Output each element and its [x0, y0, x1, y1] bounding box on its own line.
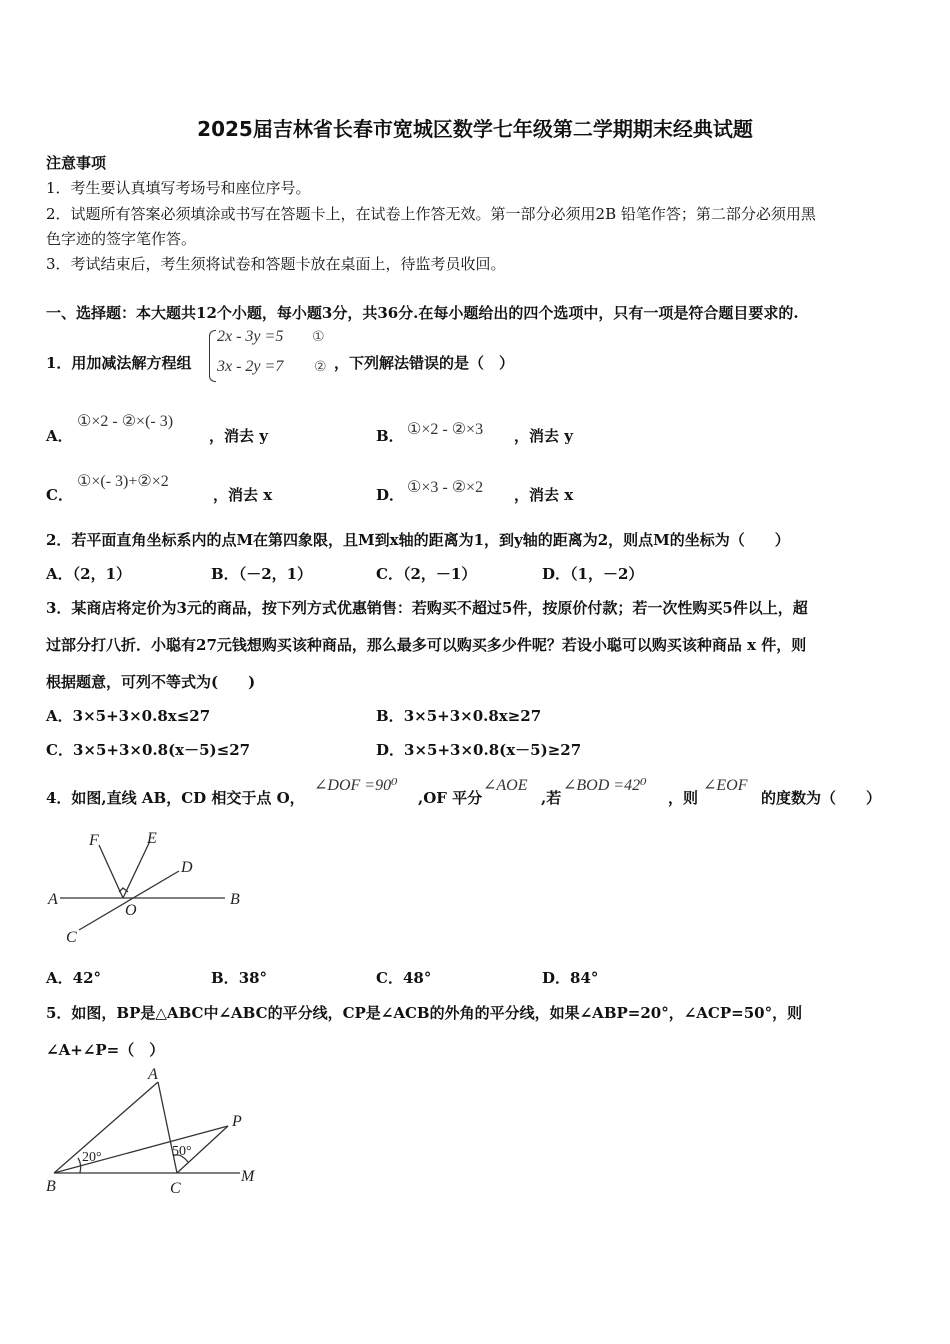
- q1-option-b-letter[interactable]: B．: [376, 427, 404, 445]
- q4-option-a-text: 42°: [72, 969, 102, 987]
- notice-item-3: 3．考试结束后，考生须将试卷和答题卡放在桌面上，待监考员收回。: [46, 255, 506, 273]
- q1-equation-2: 3x - 2y =7: [217, 358, 284, 375]
- q3-option-c-letter: C．: [46, 741, 73, 759]
- q1-prefix: 1．用加减法解方程组: [46, 354, 192, 372]
- q2-option-d[interactable]: [542, 563, 643, 584]
- q1-option-d-tail: ，消去 x: [514, 486, 574, 504]
- equation-brace: [209, 330, 216, 382]
- q4-option-b-text: 38°: [238, 969, 268, 987]
- q4-line-cd: [79, 871, 179, 930]
- q1-option-c-letter[interactable]: C．: [46, 486, 73, 504]
- q3-option-d[interactable]: [376, 739, 581, 760]
- q1-option-a-expr: ①×2 - ②×(- 3): [77, 413, 174, 430]
- notice-item-1: 1．考生要认真填写考场号和座位序号。: [46, 179, 311, 197]
- q4-option-d-letter: D．: [542, 969, 571, 987]
- q4-ray-oe: [123, 841, 150, 898]
- q3-option-c[interactable]: [46, 739, 250, 760]
- q3-option-b-letter: B．: [376, 707, 404, 725]
- q4-option-d-text: 84°: [570, 969, 599, 987]
- q5-label-a: A: [148, 1066, 158, 1083]
- q1-option-d-expr: ①×3 - ②×2: [407, 479, 484, 496]
- q2-option-d-letter: D．: [542, 565, 571, 583]
- q3-option-b[interactable]: [376, 705, 541, 726]
- q5-side-ac: [158, 1082, 177, 1173]
- q3-line-2: 过部分打八折．小聪有27元钱想购买该种商品，那么最多可以购买多少件呢？若设小聪可以购买该种商品 x 件，则: [46, 636, 807, 654]
- q3-option-c-text: 3×5+3×0.8(x－5)≤27: [72, 741, 251, 759]
- q4-label-e: E: [147, 830, 157, 847]
- q4-option-b-letter: B．: [211, 969, 239, 987]
- q1-option-b-expr: ①×2 - ②×3: [407, 421, 484, 438]
- q3-option-b-text: 3×5+3×0.8x≥27: [403, 707, 542, 725]
- q4-ray-of: [99, 845, 123, 898]
- q4-figure: [40, 825, 255, 950]
- q2-option-c-letter: C．: [376, 565, 403, 583]
- q4-option-c[interactable]: [376, 967, 431, 988]
- q4-option-c-text: 48°: [402, 969, 432, 987]
- q3-option-d-text: 3×5+3×0.8(x－5)≥27: [404, 741, 582, 759]
- q1-option-a-letter[interactable]: A．: [46, 427, 73, 445]
- q1-option-c-expr: ①×(- 3)+②×2: [77, 473, 169, 490]
- q4-option-a-letter: A．: [46, 969, 73, 987]
- q4-math-bod: ∠BOD =42⁰: [563, 777, 647, 794]
- q5-label-angle-20: 20°: [82, 1150, 102, 1165]
- q2-option-c-text: （2，－1）: [402, 565, 477, 583]
- q4-label-a: A: [48, 891, 58, 908]
- q1-option-a-tail: ，消去 y: [209, 427, 268, 445]
- q4-label-d: D: [181, 859, 193, 876]
- q4-option-c-letter: C．: [376, 969, 403, 987]
- q4-math-eof: ∠EOF: [703, 777, 748, 794]
- q4-stem-part-4: ，则: [668, 789, 699, 807]
- q4-label-c: C: [66, 929, 77, 946]
- q4-label-f: F: [89, 832, 99, 849]
- notice-heading: 注意事项: [46, 154, 107, 172]
- q2-option-c[interactable]: [376, 563, 476, 584]
- q1-option-c-tail: ，消去 x: [213, 486, 273, 504]
- q5-label-angle-50: 50°: [172, 1144, 192, 1159]
- q5-line-1: 5．如图，BP是△ABC中∠ABC的平分线，CP是∠ACB的外角的平分线，如果∠ABP=20°，∠ACP=50°，则: [46, 1004, 803, 1022]
- q2-option-a[interactable]: [46, 563, 131, 584]
- q1-equation-2-mark: ②: [314, 359, 327, 375]
- q4-label-o: O: [125, 902, 137, 919]
- q2-option-b-text: （－2，1）: [238, 565, 313, 583]
- q4-option-b[interactable]: [211, 967, 267, 988]
- q4-math-aoe: ∠AOE: [483, 777, 528, 794]
- q2-option-a-text: （2，1）: [72, 565, 132, 583]
- q1-option-b-tail: ，消去 y: [514, 427, 573, 445]
- q4-option-a[interactable]: [46, 967, 101, 988]
- q3-line-1: 3．某商店将定价为3元的商品，按下列方式优惠销售：若购买不超过5件，按原价付款；若一次性购买5件以上，超: [46, 599, 808, 617]
- q3-option-a[interactable]: [46, 705, 210, 726]
- q5-label-m: M: [241, 1168, 255, 1185]
- page-title: 2025届吉林省长春市宽城区数学七年级第二学期期末经典试题: [197, 117, 753, 141]
- q1-equation-1-mark: ①: [312, 329, 325, 345]
- section-header: 一、选择题：本大题共12个小题，每小题3分，共36分.在每小题给出的四个选项中，只有一项是符合题目要求的.: [46, 304, 799, 322]
- q2-option-a-letter: A．: [46, 565, 73, 583]
- notice-item-2: 2．试题所有答案必须填涂或书写在答题卡上，在试卷上作答无效。第一部分必须用2B 铅笔作答；第二部分必须用黑: [46, 205, 816, 223]
- q4-math-dof: ∠DOF =90⁰: [314, 777, 398, 794]
- q5-label-p: P: [232, 1113, 242, 1130]
- q3-option-d-letter: D．: [376, 741, 405, 759]
- q2-option-d-text: （1，－2）: [570, 565, 644, 583]
- q2-option-b-letter: B．: [211, 565, 239, 583]
- q5-figure: [40, 1060, 270, 1200]
- q5-label-b: B: [46, 1178, 56, 1195]
- q3-option-a-letter: A．: [46, 707, 73, 725]
- q4-stem-part-2: ,OF 平分: [418, 789, 483, 807]
- q3-option-a-text: 3×5+3×0.8x≤27: [72, 707, 211, 725]
- q3-line-3: 根据题意，可列不等式为( ): [46, 673, 256, 691]
- q5-line-2: ∠A+∠P=（ ）: [46, 1041, 165, 1059]
- q2-option-b[interactable]: [211, 563, 312, 584]
- q4-label-b: B: [230, 891, 240, 908]
- q2-stem: 2．若平面直角坐标系内的点M在第四象限，且M到x轴的距离为1，到y轴的距离为2，则点M的坐标为（ ）: [46, 531, 790, 549]
- notice-item-2-cont: 色字迹的签字笔作答。: [46, 230, 197, 248]
- q1-option-d-letter[interactable]: D．: [376, 486, 405, 504]
- q1-equation-1: 2x - 3y =5: [217, 328, 284, 345]
- q4-stem-part-3: ,若: [541, 789, 562, 807]
- q1-suffix: ，下列解法错误的是（ ）: [334, 354, 515, 372]
- q4-stem-part-1: 4．如图,直线 AB，CD 相交于点 O，: [46, 789, 305, 807]
- q5-label-c: C: [170, 1180, 181, 1197]
- q4-option-d[interactable]: [542, 967, 598, 988]
- q4-stem-part-5: 的度数为（ ）: [761, 789, 882, 807]
